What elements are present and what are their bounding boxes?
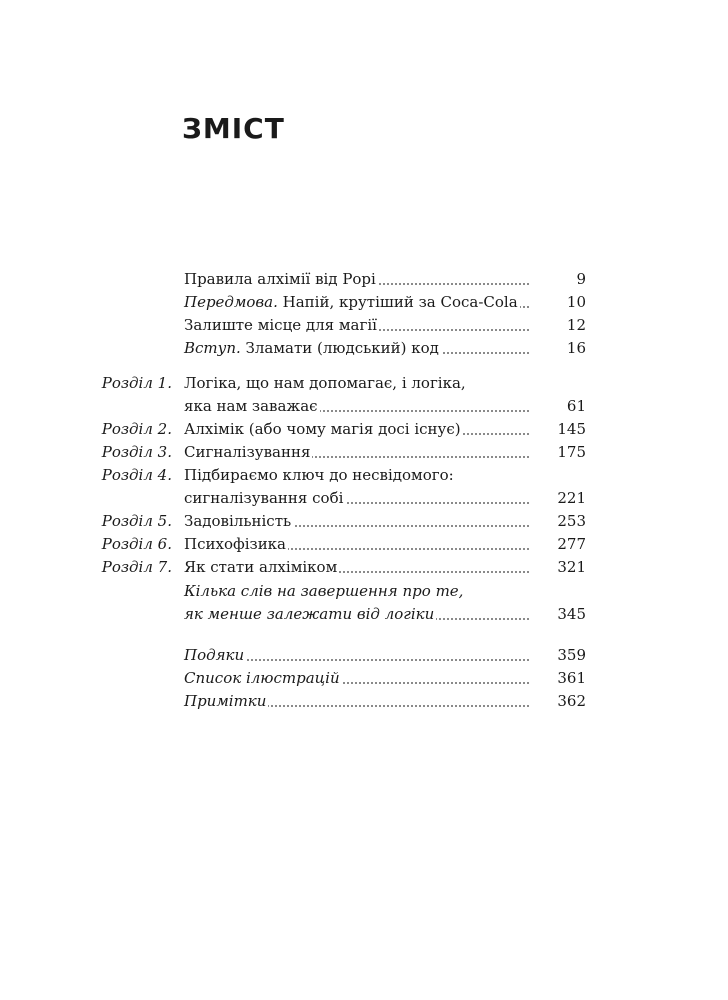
toc-page-number: 362 xyxy=(557,692,586,710)
toc-entry-title: Алхімік (або чому магія досі існує) xyxy=(184,417,463,441)
toc-entry-title: Список ілюстрацій xyxy=(184,666,342,690)
toc-entry-title: Психофізика xyxy=(184,532,288,556)
toc-entry-title: Залиште місце для магії xyxy=(184,313,379,337)
toc-page-number: 253 xyxy=(557,512,586,530)
chapter-label: Розділ 6. xyxy=(101,535,172,553)
toc-page-number: 359 xyxy=(557,646,586,664)
toc-entry-chapter-7 xyxy=(0,555,728,579)
toc-entry-chapter-1 xyxy=(0,371,728,395)
toc-entry-magic xyxy=(0,313,728,337)
chapter-label: Розділ 3. xyxy=(101,443,172,461)
toc-entry-title: Передмова. Напій, крутіший за Coca-Cola xyxy=(184,290,520,314)
toc-page-number: 175 xyxy=(557,443,586,461)
toc-entry-title: Сигналізування xyxy=(184,440,312,464)
chapter-label: Розділ 7. xyxy=(101,558,172,576)
toc-entry-title: як менше залежати від логіки xyxy=(184,602,436,626)
toc-entry-afterword xyxy=(0,579,728,603)
chapter-label: Розділ 1. xyxy=(101,374,172,392)
toc-entry-chapter-4-cont xyxy=(0,486,728,510)
toc-entry-acknowledgements xyxy=(0,643,728,667)
chapter-label: Розділ 2. xyxy=(101,420,172,438)
toc-page-number: 9 xyxy=(576,270,586,288)
page-title: ЗМІСТ xyxy=(182,112,285,145)
toc-entry-title: Примітки xyxy=(184,689,268,713)
toc-page-number: 321 xyxy=(557,558,586,576)
toc-entry-title: яка нам заважає xyxy=(184,394,320,418)
toc-entry-title: Правила алхімії від Рорі xyxy=(184,267,378,291)
toc-page-number: 277 xyxy=(557,535,586,553)
toc-entry-afterword-cont xyxy=(0,602,728,626)
toc-entry-prefix: Вступ. xyxy=(184,339,241,357)
toc-entry-title: Задовільність xyxy=(184,509,293,533)
toc-page-number: 10 xyxy=(566,293,586,311)
toc-page-number: 61 xyxy=(566,397,586,415)
toc-page-number: 361 xyxy=(557,669,586,687)
toc-entry-chapter-2 xyxy=(0,417,728,441)
toc-entry-title: сигналізування собі xyxy=(184,486,345,510)
toc-entry-title: Подяки xyxy=(184,643,246,667)
toc-entry-notes xyxy=(0,689,728,713)
toc-page-number: 221 xyxy=(557,489,586,507)
toc-entry-prefix: Передмова. xyxy=(184,293,278,311)
toc-entry-title: Підбираємо ключ до несвідомого: xyxy=(184,463,456,487)
toc-entry-title: Логіка, що нам допомагає, і логіка, xyxy=(184,371,468,395)
chapter-label: Розділ 5. xyxy=(101,512,172,530)
chapter-label: Розділ 4. xyxy=(101,466,172,484)
toc-entry-illustrations xyxy=(0,666,728,690)
toc-page-number: 12 xyxy=(566,316,586,334)
toc-entry-chapter-1-cont xyxy=(0,394,728,418)
toc-entry-title: Як стати алхіміком xyxy=(184,555,339,579)
toc-entry-chapter-3 xyxy=(0,440,728,464)
toc-entry-rules xyxy=(0,267,728,291)
toc-entry-chapter-5 xyxy=(0,509,728,533)
toc-entry-intro xyxy=(0,336,728,360)
toc-page-number: 145 xyxy=(557,420,586,438)
toc-entry-title: Кілька слів на завершення про те, xyxy=(184,579,465,603)
toc-page-number: 16 xyxy=(566,339,586,357)
toc-entry-chapter-6 xyxy=(0,532,728,556)
toc-page-number: 345 xyxy=(557,605,586,623)
toc-entry-title: Вступ. Зламати (людський) код xyxy=(184,336,441,360)
toc-entry-chapter-4 xyxy=(0,463,728,487)
toc-entry-foreword xyxy=(0,290,728,314)
